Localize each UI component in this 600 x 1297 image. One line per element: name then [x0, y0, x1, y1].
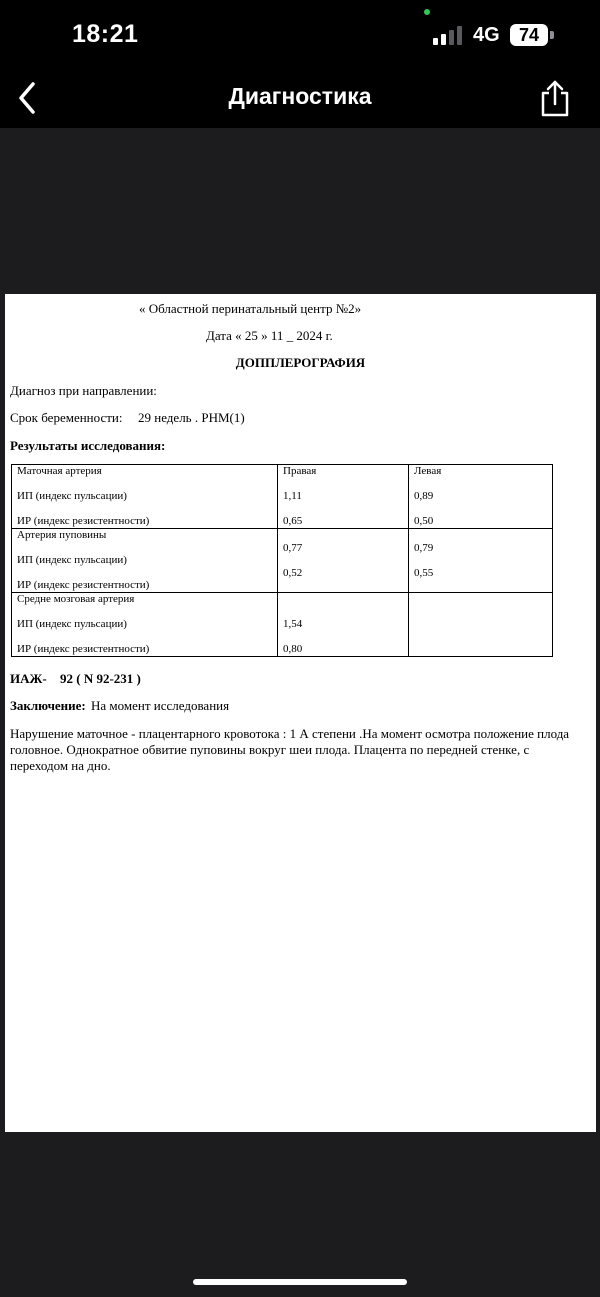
doc-heading: ДОППЛЕРОГРАФИЯ: [235, 355, 366, 370]
value-cell: 1,11: [283, 490, 302, 502]
value-cell: 0,52: [283, 567, 303, 579]
table-cell: [12, 529, 278, 593]
value-cell: 0,77: [283, 542, 303, 554]
battery-icon: 74: [510, 24, 548, 46]
table-cell: [409, 465, 553, 529]
row-label: Средне мозговая артерия: [17, 593, 135, 605]
row-label: ИП (индекс пульсации): [17, 554, 127, 566]
term-value: 29 недель . РНМ(1): [138, 410, 245, 425]
row-label: ИР (индекс резистентности): [17, 515, 150, 527]
signal-icon: [433, 26, 463, 45]
table-row: [12, 529, 553, 593]
table-row: [12, 593, 553, 657]
battery-tip: [550, 31, 554, 39]
column-header-artery: Маточная артерия: [17, 465, 102, 477]
share-icon: [538, 78, 572, 118]
conclusion-label: Заключение:: [10, 698, 86, 713]
notes-line: головное. Однократное обвитие пуповины вокруг шеи плода. Плацента по передней стенке, с: [10, 742, 530, 757]
row-label: Артерия пуповины: [17, 529, 107, 541]
value-cell: 0,55: [414, 567, 434, 579]
results-table: [11, 464, 553, 657]
row-label: ИП (индекс пульсации): [17, 618, 127, 630]
row-label: ИР (индекс резистентности): [17, 579, 150, 591]
column-header-left: Левая: [414, 465, 442, 477]
page-title: Диагностика: [228, 83, 372, 109]
value-cell: 0,65: [283, 515, 303, 527]
table-cell: [12, 465, 278, 529]
value-cell: 0,79: [414, 542, 434, 554]
status-bar: [0, 0, 600, 70]
table-cell: [278, 593, 409, 657]
share-button[interactable]: [538, 78, 572, 118]
table-row: [12, 465, 553, 529]
value-cell: 0,89: [414, 490, 434, 502]
value-cell: 0,80: [283, 643, 303, 655]
term-label: Срок беременности:: [10, 410, 123, 425]
notes-line: Нарушение маточное - плацентарного кровотока : 1 А степени .На момент осмотра положение плода: [10, 726, 570, 741]
notes-line: переходом на дно.: [10, 758, 111, 773]
conclusion-value: На момент исследования: [91, 698, 230, 713]
table-cell: [12, 593, 278, 657]
iaj-label: ИАЖ-: [10, 671, 47, 686]
row-label: ИП (индекс пульсации): [17, 490, 127, 502]
document-page: [5, 294, 596, 1132]
value-cell: 1,54: [283, 618, 303, 630]
network-type: 4G: [473, 24, 500, 46]
iaj-value: 92 ( N 92-231 ): [60, 671, 141, 686]
value-cell: 0,50: [414, 515, 434, 527]
results-label: Результаты исследования:: [10, 438, 166, 453]
exam-date: Дата « 25 » 11 _ 2024 г.: [206, 328, 333, 343]
table-cell: [409, 593, 553, 657]
status-time: 18:21: [72, 20, 139, 48]
privacy-indicator: [424, 9, 430, 15]
diagnosis-label: Диагноз при направлении:: [10, 383, 157, 398]
table-cell: [278, 465, 409, 529]
home-indicator[interactable]: [193, 1279, 407, 1285]
org-name: « Областной перинатальный центр №2»: [139, 301, 362, 316]
row-label: ИР (индекс резистентности): [17, 643, 150, 655]
table-cell: [278, 529, 409, 593]
nav-bar: [0, 70, 600, 128]
column-header-right: Правая: [283, 465, 317, 477]
table-cell: [409, 529, 553, 593]
